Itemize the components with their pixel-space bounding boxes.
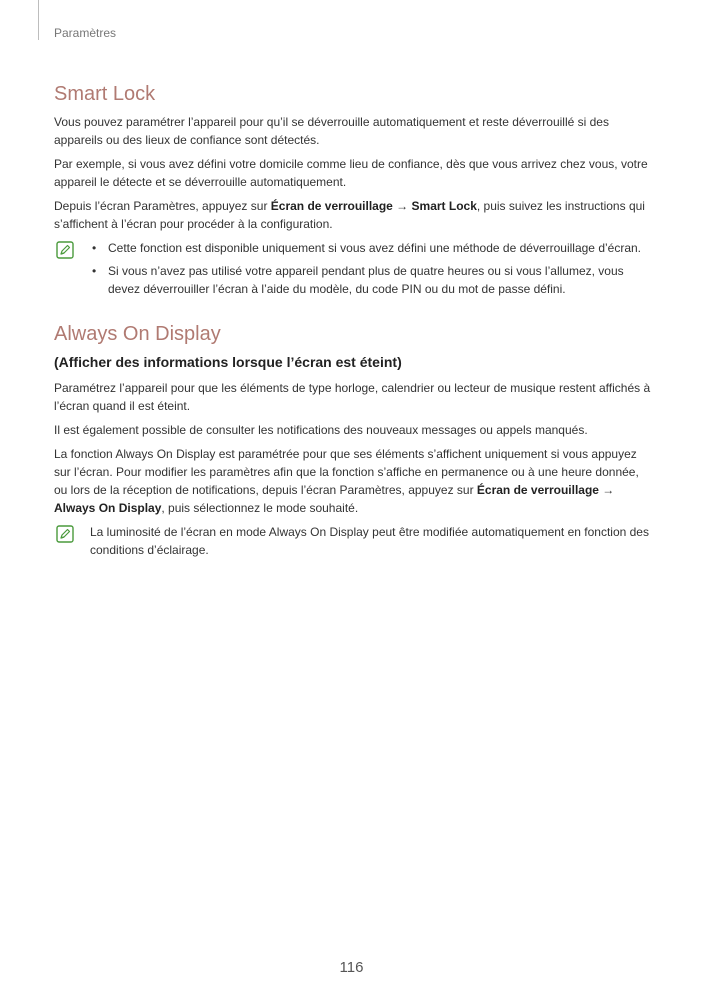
always-on-display-title: Always On Display (54, 323, 221, 345)
menu-path-lock-screen: Écran de verrouillage (270, 199, 393, 213)
running-header: Paramètres (54, 26, 117, 40)
menu-path-lock-screen: Écran de verrouillage (476, 483, 599, 497)
instructions-text-end: , puis sélectionnez le mode souhaité. (161, 501, 359, 515)
smart-lock-example: Par exemple, si vous avez défini votre domicile comme lieu de confiance, dès que vous arrivez chez vous, votre appareil le détecte et se déverrouille automatiquement. (54, 157, 648, 189)
note-list (90, 239, 652, 298)
smart-lock-section (54, 82, 652, 298)
always-on-display-subtitle: (Afficher des informations lorsque l’écran est éteint) (54, 354, 402, 370)
aod-instructions (54, 445, 652, 517)
instructions-text: La fonction Always On Display est paramétrée pour que ses éléments s’affichent uniquement si vous appuyez sur l’écran. Pour modifier les paramètres afin que la fonction s’affiche en permanence ou à une heure donnée, ou lors de la réception de notifications, depuis l’écran Paramètres, appuyez sur (54, 447, 639, 497)
smart-lock-instructions (54, 197, 652, 233)
page-content (54, 82, 652, 565)
aod-notifications: Il est également possible de consulter les notifications des nouveaux messages ou appels manqués. (54, 423, 588, 437)
smart-lock-title: Smart Lock (54, 83, 156, 105)
header-rule (38, 0, 39, 40)
menu-path-always-on-display: Always On Display (54, 501, 162, 515)
smart-lock-intro: Vous pouvez paramétrer l’appareil pour qu’il se déverrouille automatiquement et reste déverrouillé si des appareils ou des lieux de confiance sont détectés. (54, 115, 609, 147)
page-number: 116 (339, 959, 364, 976)
note-pencil-icon (56, 241, 74, 259)
instructions-text: Depuis l’écran Paramètres, appuyez sur (54, 199, 271, 213)
aod-intro: Paramétrez l’appareil pour que les éléments de type horloge, calendrier ou lecteur de musique restent affichés à l’écran quand il est éteint. (54, 381, 651, 413)
instructions-text-end: , puis suivez les instructions qui s’affichent à l’écran pour procéder à la configuration. (54, 199, 645, 231)
note-list-item: • Si vous n’avez pas utilisé votre appareil pendant plus de quatre heures ou si vous l’allumez, vous devez déverrouiller l’écran à l’aide du modèle, du code PIN ou du mot de passe défini. (108, 262, 652, 298)
always-on-display-section (54, 322, 652, 559)
menu-arrow: → (598, 483, 615, 497)
note-pencil-icon (56, 525, 74, 543)
aod-note-text: La luminosité de l’écran en mode Always On Display peut être modifiée automatiquement en fonction des conditions d’éclairage. (90, 525, 649, 557)
menu-path-smart-lock: Smart Lock (411, 199, 477, 213)
note-list-item: • Cette fonction est disponible uniquement si vous avez défini une méthode de déverrouillage d’écran. (108, 239, 652, 257)
menu-arrow: → (392, 199, 412, 213)
smart-lock-note (54, 239, 652, 298)
aod-note (54, 523, 652, 559)
